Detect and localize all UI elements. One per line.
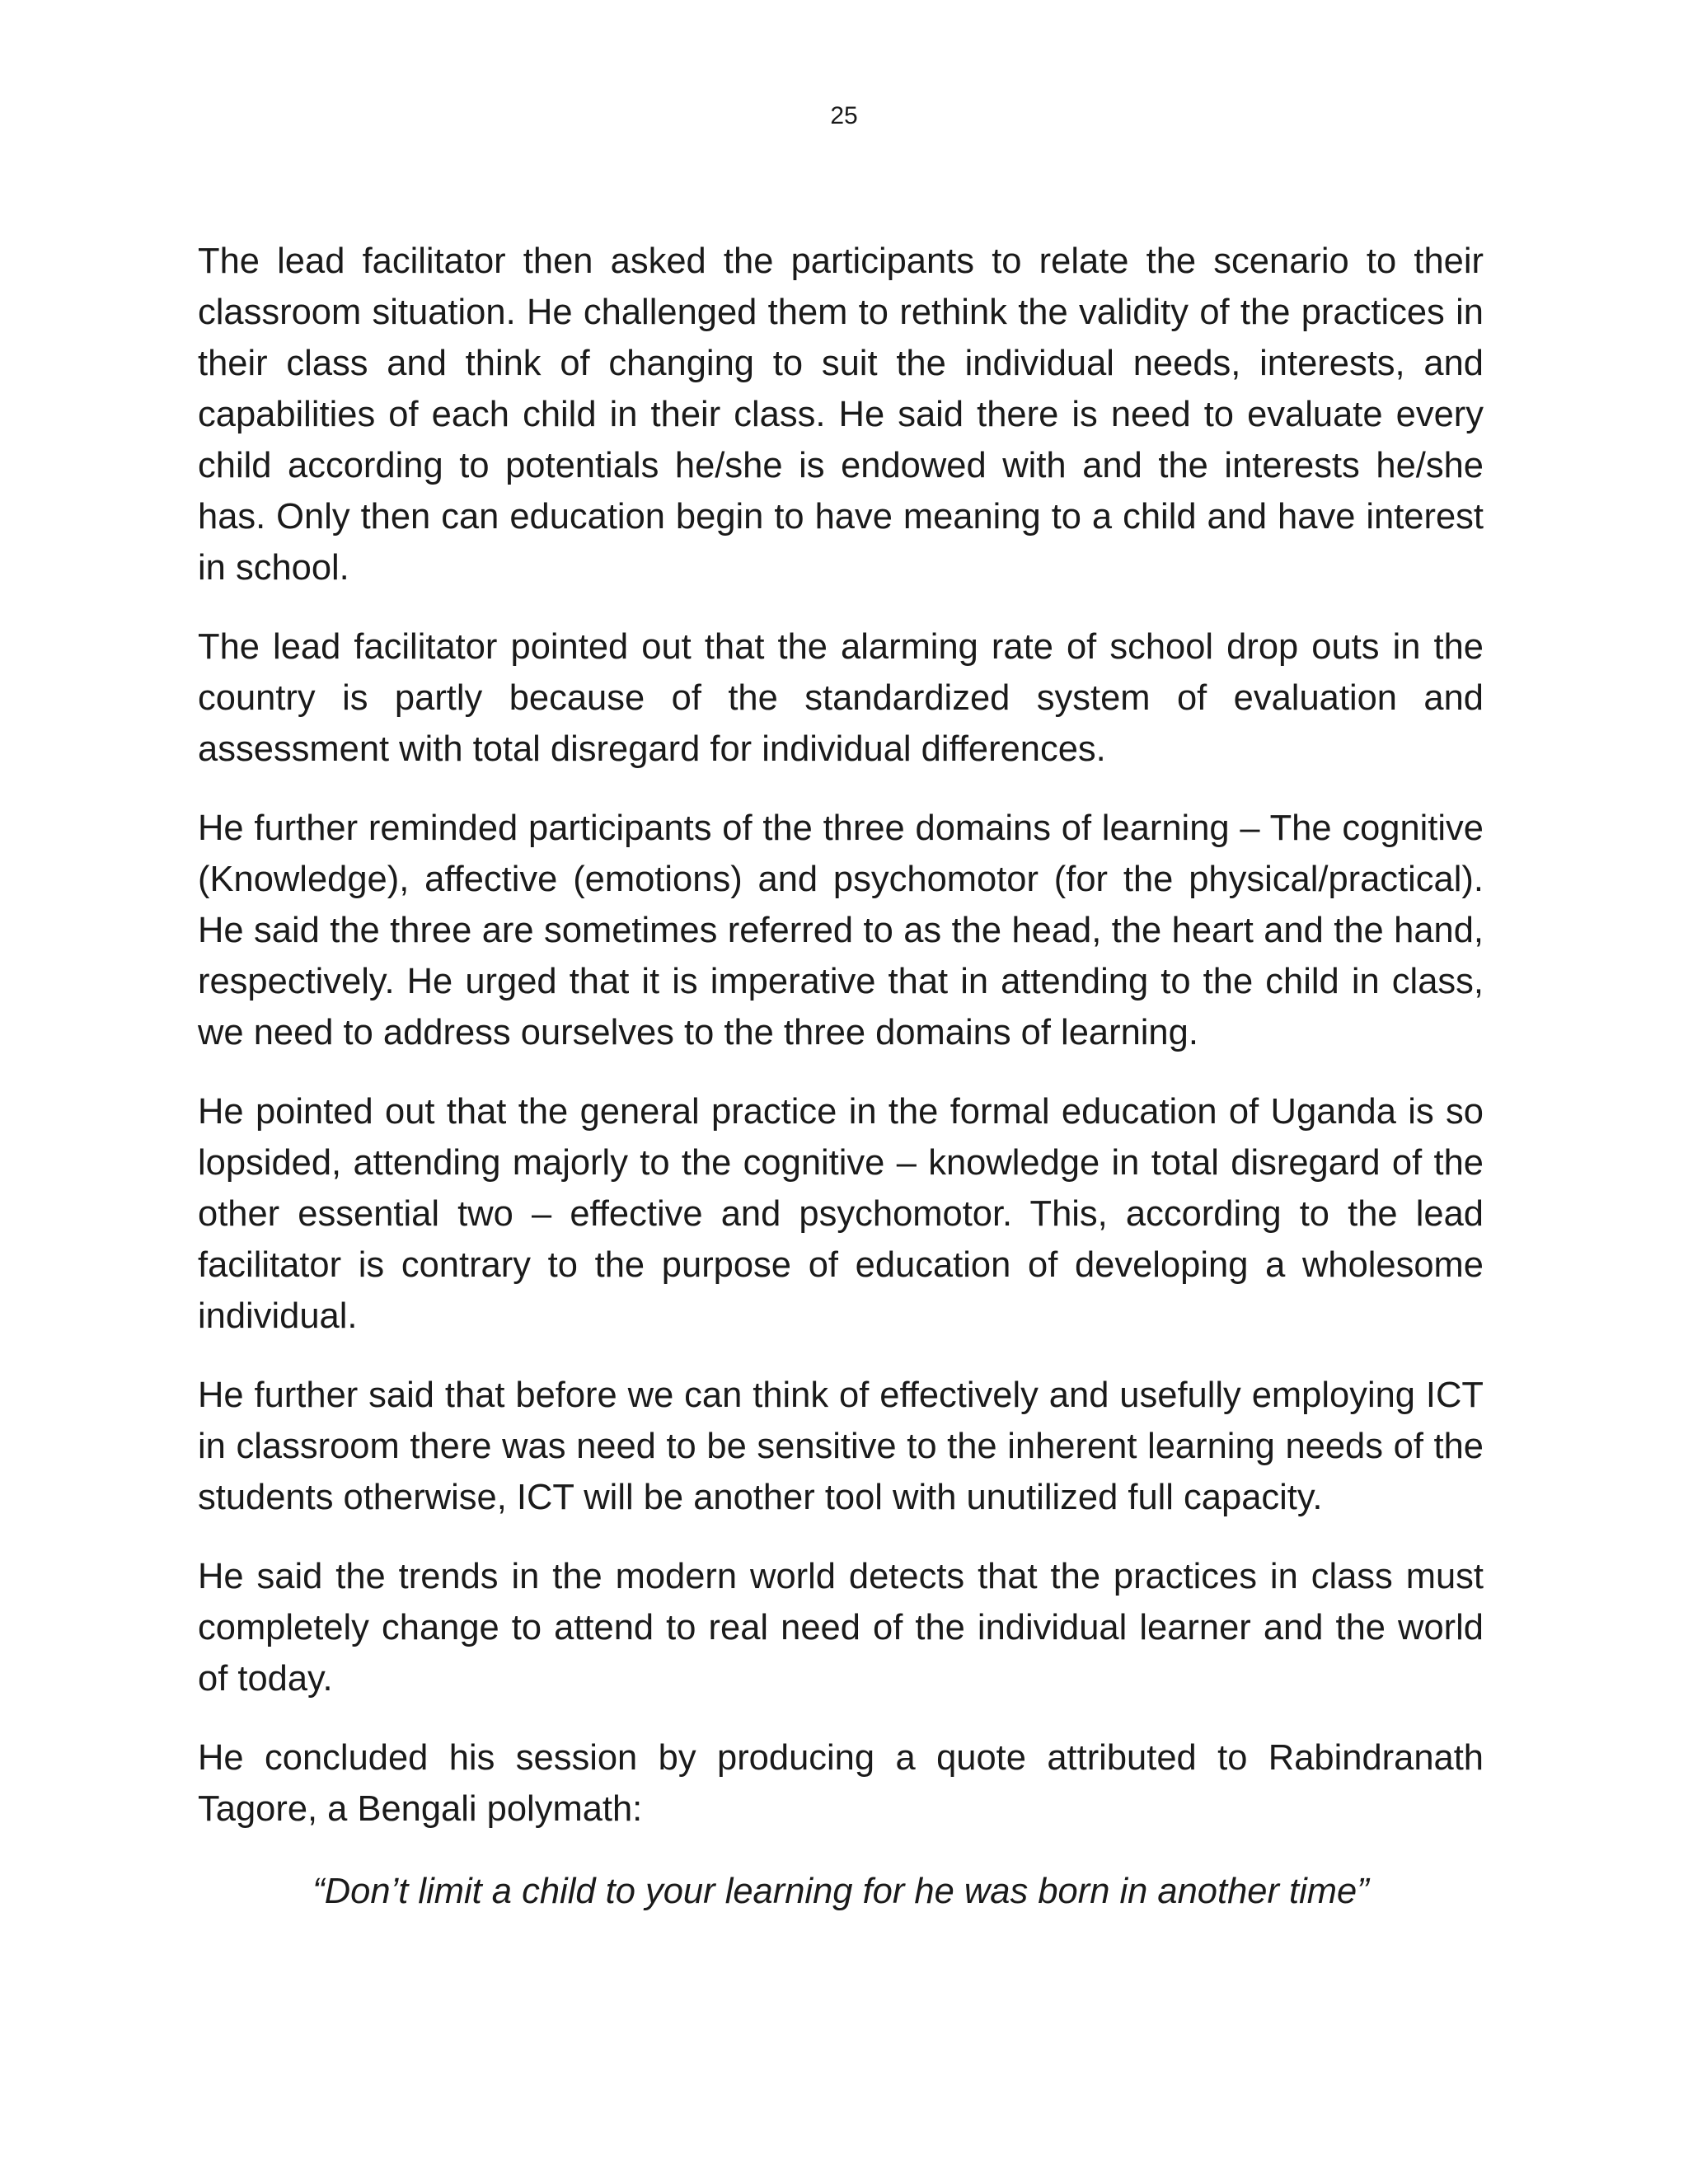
tagore-quote: “Don’t limit a child to your learning for he was born in another time”	[312, 1872, 1369, 1911]
paragraph-domains-of-learning: He further reminded participants of the three domains of learning – The cognitive (Knowledge), affective (emotions) and psychomotor (for the physical/practical). He said the three are sometimes referred to as the head, the heart and the hand, respectively. He urged that it is imperative that in attending to the child in class, we need to address ourselves to the three domains of learning.	[198, 808, 1484, 1052]
paragraph-conclusion: He concluded his session by producing a quote attributed to Rabindranath Tagore, a Bengali polymath:	[198, 1738, 1484, 1829]
paragraph-modern-trends: He said the trends in the modern world detects that the practices in class must completely change to attend to real need of the individual learner and the world of today.	[198, 1557, 1484, 1699]
paragraph-ict-employment: He further said that before we can think of effectively and usefully employing ICT in classroom there was need to be sensitive to the inherent learning needs of the students otherwise, ICT will be another tool with unutilized full capacity.	[198, 1376, 1484, 1517]
paragraph-scenario-reflection: The lead facilitator then asked the participants to relate the scenario to their classroom situation. He challenged them to rethink the validity of the practices in their class and think of changing to suit the individual needs, interests, and capabilities of each child in their class. He said there is need to evaluate every child according to potentials he/she is endowed with and the interests he/she has. Only then can education begin to have meaning to a child and have interest in school.	[198, 241, 1484, 588]
document-body	[198, 236, 1484, 1917]
paragraph-dropout-rate: The lead facilitator pointed out that the alarming rate of school drop outs in the country is partly because of the standardized system of evaluation and assessment with total disregard for individual differences.	[198, 627, 1484, 769]
paragraph-lopsided-practice: He pointed out that the general practice in the formal education of Uganda is so lopsided, attending majorly to the cognitive – knowledge in total disregard of the other essential two – effective and psychomotor. This, according to the lead facilitator is contrary to the purpose of education of developing a wholesome individual.	[198, 1092, 1484, 1336]
page-number: 25	[830, 102, 858, 129]
